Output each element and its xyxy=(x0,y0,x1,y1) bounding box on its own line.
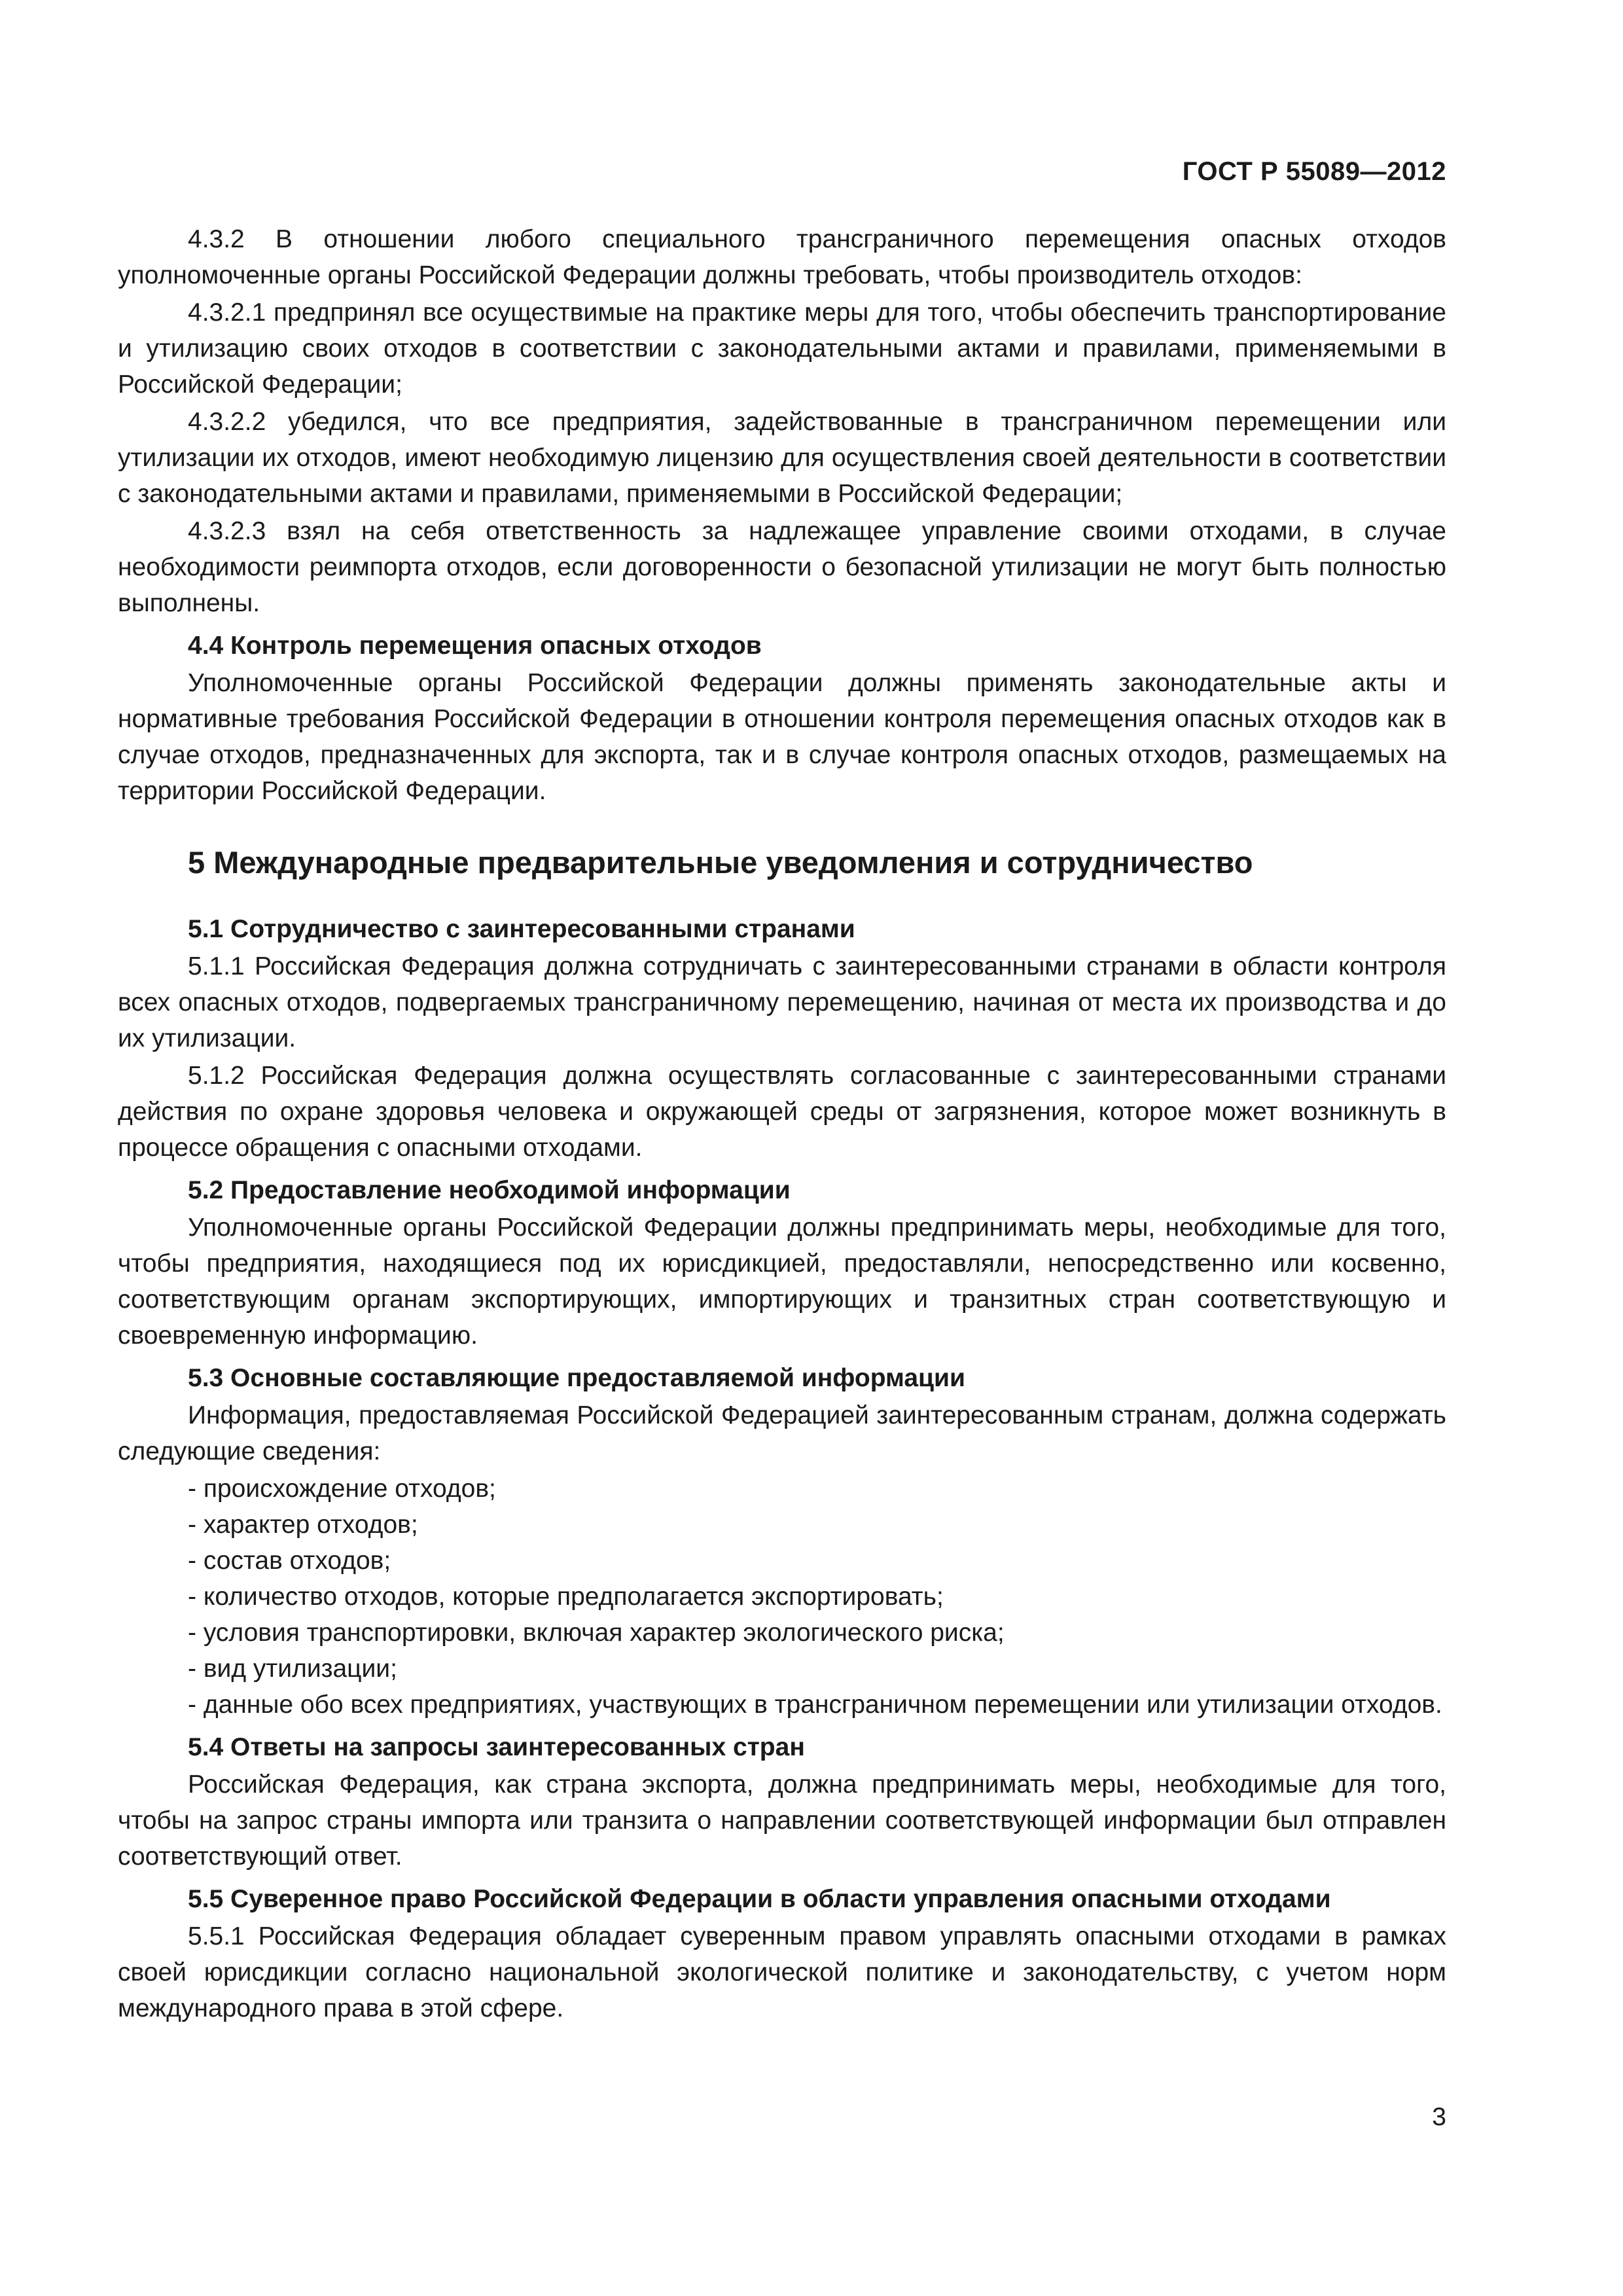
paragraph-5-1-2: 5.1.2 Российская Федерация должна осуществлять согласованные с заинтересованными странами действия по охране здоровья человека и окружающей среды от загрязнения, которое может возникнуть в процессе обращения с опасными отходами. xyxy=(118,1062,1446,1162)
paragraph-4-3-2-3: 4.3.2.3 взял на себя ответственность за надлежащее управление своими отходами, в случае необходимости реимпорта отходов, если договоренности о безопасной утилизации не могут быть полностью выполнены. xyxy=(118,517,1446,617)
list-item: - количество отходов, которые предполагается экспортировать; xyxy=(188,1583,944,1611)
heading-5-5: 5.5 Суверенное право Российской Федерации в области управления опасными отходами xyxy=(188,1885,1331,1913)
document-page xyxy=(118,0,1446,2296)
paragraph-4-3-2-1: 4.3.2.1 предпринял все осуществимые на практике меры для того, чтобы обеспечить транспортирование и утилизацию своих отходов в соответствии с законодательными актами и правилами, применяемыми в Российской Федерации; xyxy=(118,298,1446,399)
paragraph-4-3-2-2: 4.3.2.2 убедился, что все предприятия, задействованные в трансграничном перемещении или утилизации их отходов, имеют необходимую лицензию для осуществления своей деятельности в соответствии с законодательными актами и правилами, применяемыми в Российской Федерации; xyxy=(118,408,1446,508)
list-item: - данные обо всех предприятиях, участвующих в трансграничном перемещении или утилизации отходов. xyxy=(188,1691,1442,1719)
paragraph-5-1-1: 5.1.1 Российская Федерация должна сотрудничать с заинтересованными странами в области контроля всех опасных отходов, подвергаемых трансграничному перемещению, начиная от места их производства и до их утилизации. xyxy=(118,952,1446,1052)
list-item: - характер отходов; xyxy=(188,1511,418,1539)
paragraph-5-4: Российская Федерация, как страна экспорта, должна предпринимать меры, необходимые для того, чтобы на запрос страны импорта или транзита о направлении соответствующей информации был отправлен соответствующий ответ. xyxy=(118,1770,1446,1871)
paragraph-4-3-2: 4.3.2 В отношении любого специального трансграничного перемещения опасных отходов уполномоченные органы Российской Федерации должны требовать, чтобы производитель отходов: xyxy=(118,225,1446,289)
paragraph-5-5-1: 5.5.1 Российская Федерация обладает суверенным правом управлять опасными отходами в рамках своей юрисдикции согласно национальной экологической политике и законодательству, с учетом норм международного права в этой сфере. xyxy=(118,1922,1446,2022)
standard-id-header: ГОСТ Р 55089—2012 xyxy=(1182,157,1446,186)
heading-4-4: 4.4 Контроль перемещения опасных отходов xyxy=(188,632,762,660)
document-body xyxy=(118,221,1446,2028)
heading-5-4: 5.4 Ответы на запросы заинтересованных стран xyxy=(188,1733,805,1761)
paragraph-4-4: Уполномоченные органы Российской Федерации должны применять законодательные акты и нормативные требования Российской Федерации в отношении контроля перемещения опасных отходов как в случае отходов, предназначенных для экспорта, так и в случае контроля опасных отходов, размещаемых на территории Российской Федерации. xyxy=(118,669,1446,805)
list-item: - состав отходов; xyxy=(188,1547,391,1575)
page-number: 3 xyxy=(1432,2103,1446,2131)
heading-5-2: 5.2 Предоставление необходимой информации xyxy=(188,1176,791,1204)
list-item: - происхождение отходов; xyxy=(188,1475,496,1503)
paragraph-5-3: Информация, предоставляемая Российской Федерацией заинтересованным странам, должна содержать следующие сведения: xyxy=(118,1401,1446,1465)
heading-5-1: 5.1 Сотрудничество с заинтересованными странами xyxy=(188,915,855,943)
heading-5-3: 5.3 Основные составляющие предоставляемой информации xyxy=(188,1364,965,1392)
heading-section-5: 5 Международные предварительные уведомления и сотрудничество xyxy=(188,845,1253,880)
paragraph-5-2: Уполномоченные органы Российской Федерации должны предпринимать меры, необходимые для того, чтобы предприятия, находящиеся под их юрисдикцией, предоставляли, непосредственно или косвенно, соответствующим органам экспортирующих, импортирующих и транзитных стран соответствующую и своевременную информацию. xyxy=(118,1213,1446,1350)
list-item: - условия транспортировки, включая характер экологического риска; xyxy=(188,1619,1005,1647)
list-item: - вид утилизации; xyxy=(188,1655,397,1683)
